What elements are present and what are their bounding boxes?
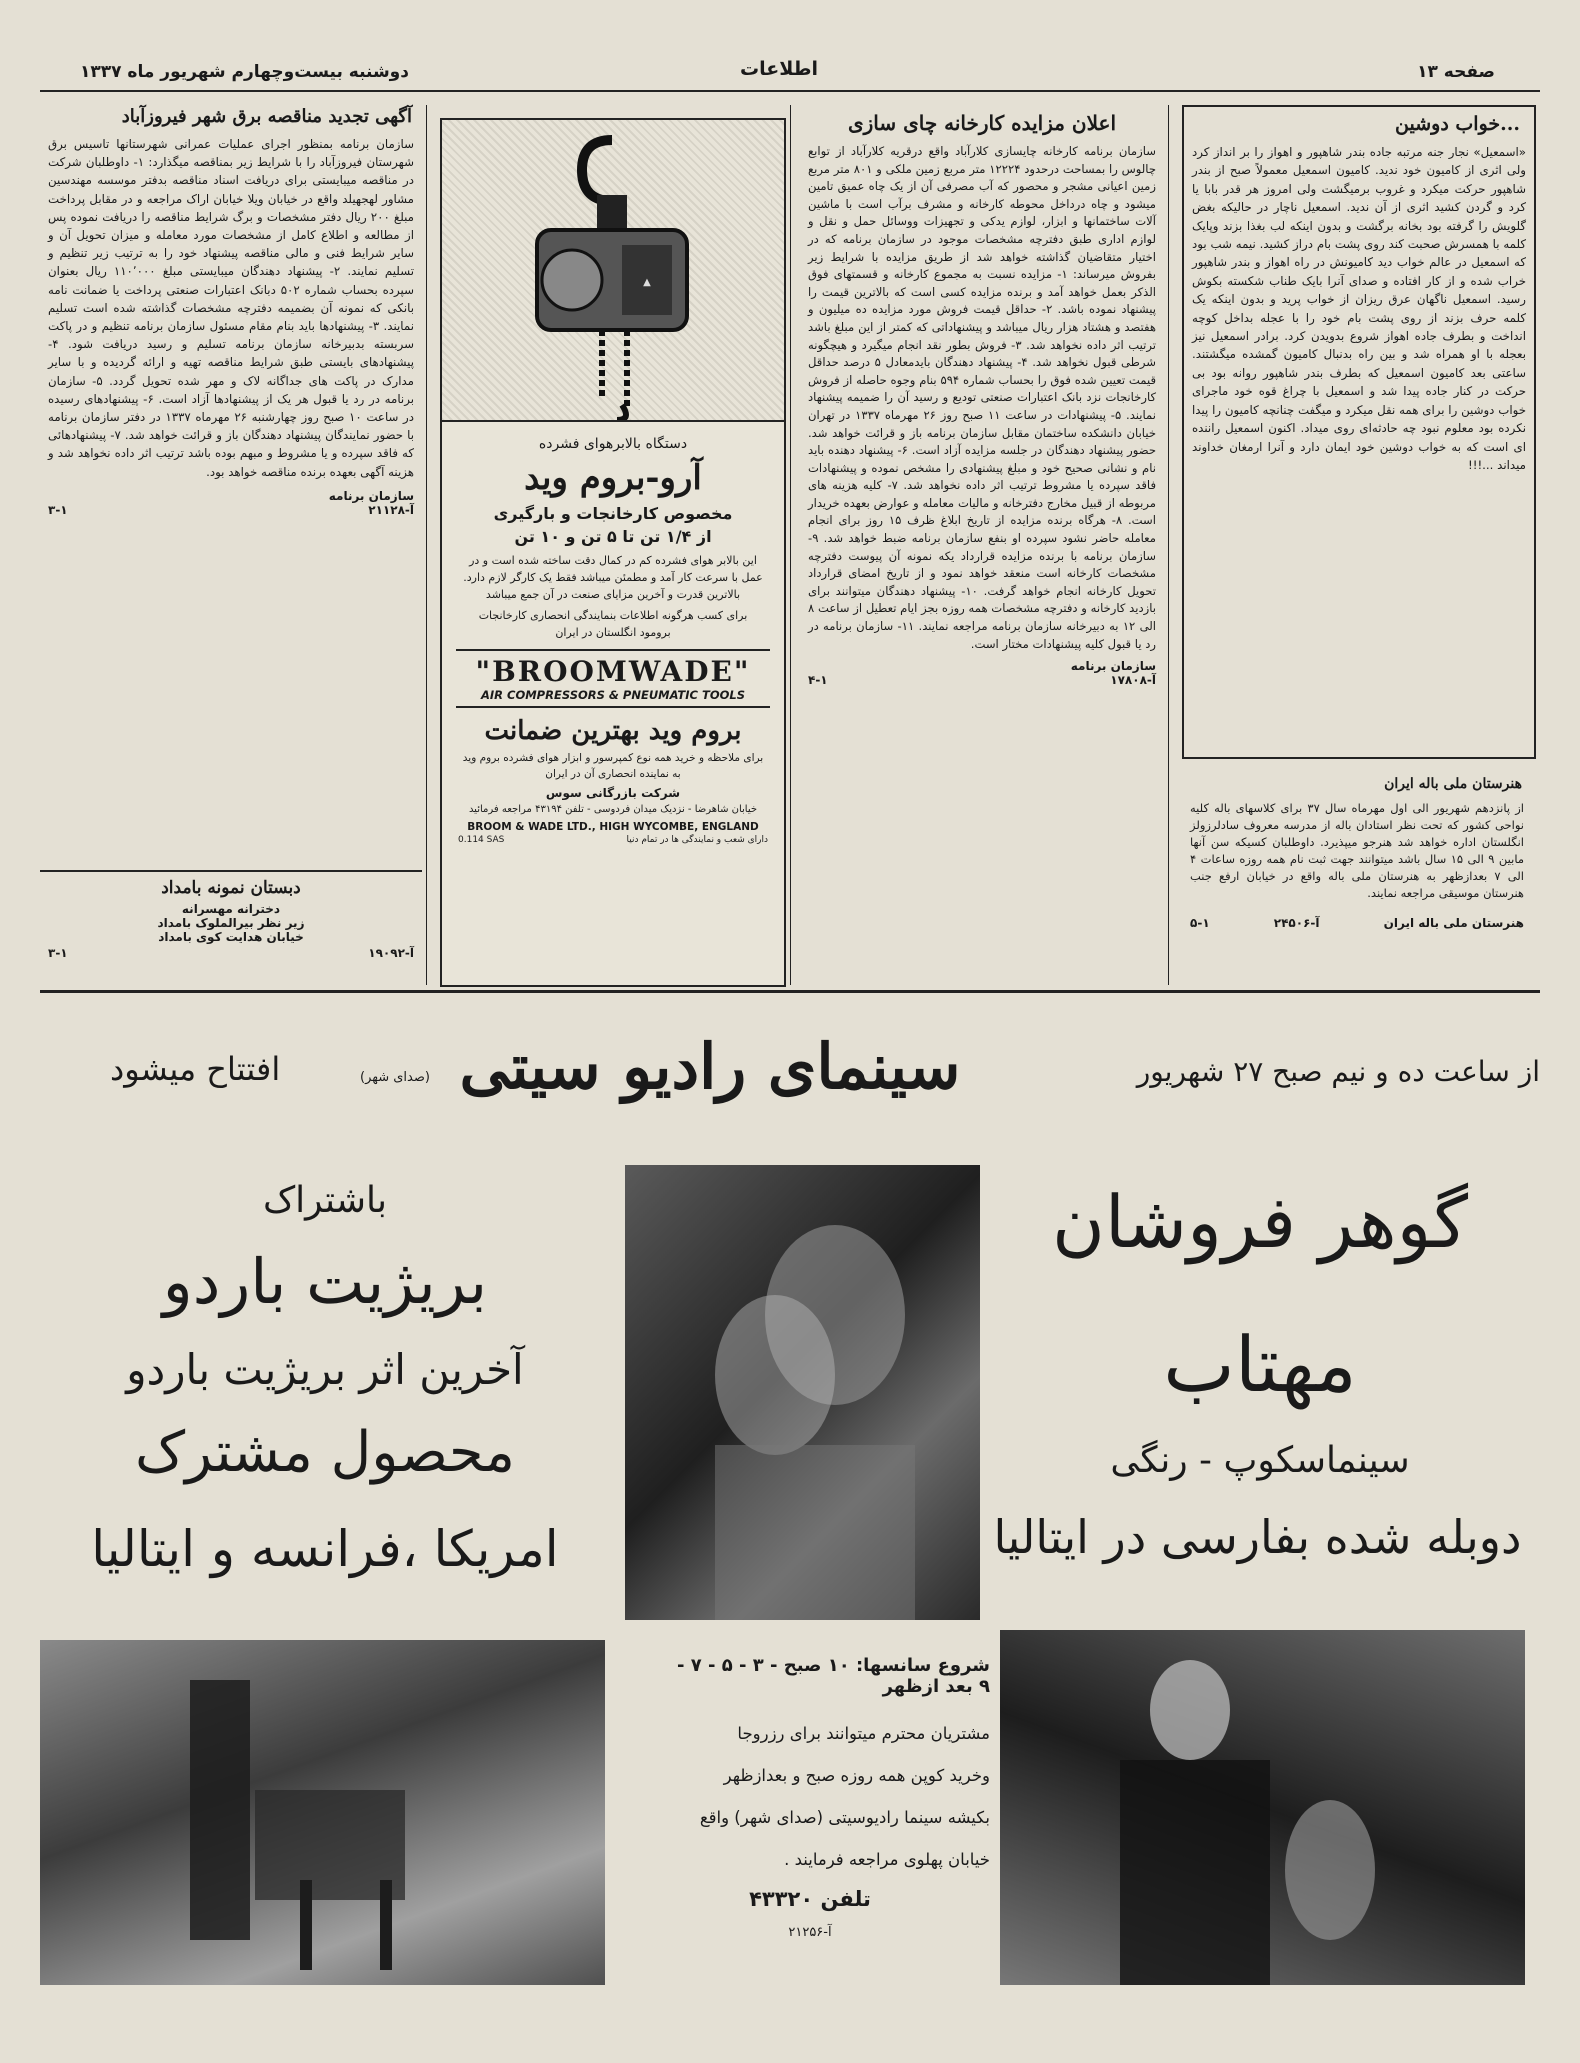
svg-text:▲: ▲ xyxy=(643,277,651,288)
ad-brand-en: "BROOMWADE" xyxy=(475,655,751,688)
school-line-3: خیابان هدایت کوی بامداد xyxy=(158,930,304,944)
tender-signature: سازمان برنامه xyxy=(328,488,414,503)
column-rule xyxy=(1168,105,1169,985)
dream-text: «اسمعیل» نجار جنه مرتبه جاده بندر شاهپور و اهواز را بر انداز کرد ولی اثری از کامیون خود ندید. کامیون اسمعیل معمولاً صبح از بندر شاهپور حرکت میکرد و غروب برمیگشت ولی امروز هر قدر بابا یا کرد و گردن کشید اثری از آن ندید. اسمعیل ناچار در حالیکه بغض گلویش را گرفته بود بخانه برگشت و بدون اینکه لب بغذا بزند وپایک کلمه با همسرش صحبت کند روی پشت بام دراز کشید. نیمه شب بود که اسمعیل در عالم خواب دید کامیونش در راه اهواز و بندر شاهپور خراب شده و از کار افتاده و صدای آنرا بایک طناب شکسته بکوش رسید. اسمعیل ناگهان عرق ریزان از خواب پرید و بدون اینکه یک کلمه حرف بزند از روی پشت بام خود را با عجله بداخل کوچه انداخت و بطرف جاده اهواز شروع بدویدن کرد. برادر اسمعیل نیز بعجله با او همراه شد و بین راه بدنبال کامیون گمشده میگشتند. ساعتی بعد کامیون اسمعیل که بطرف بندر شاهپور روانه بود بی حرکت در کنار جاده پیدا شد و اسمعیل با چراغ قوه خود ماجرای خواب دوشین را برای همه نقل میکرد و میگفت چنانچه کامیون را پیدا نکرده بود معلوم نبود چه حادثه‌ای روی میداد. اکنون اسمعیل راننده ای است که به خواب دوشین خود ایمان دارد و آنرا ارمغان خداوند میداند ...!!! xyxy=(1192,145,1526,472)
ad-note: برای ملاحظه و خرید همه نوع کمپرسور و ابزار هوای فشرده بروم وید به نماینده انحصاری آن در ایران xyxy=(462,752,764,780)
film-still-horses xyxy=(40,1640,605,1985)
ad-brand-banner xyxy=(456,649,770,708)
school-notice xyxy=(40,876,422,981)
film-with: باشتراک xyxy=(262,1180,388,1221)
conservatory-text: از پانزدهم شهریور الی اول مهرماه سال ۳۷ برای کلاسهای باله کلیه نواحی کشور که تحت نظر استادان باله از مدرسه معروف سادلرزولز انگلستان اداره خواهد شد هنرجو میپذیرد. داوطلبان کسیکه سن آنها مابین ۹ الی ۱۵ سال باشد میتوانند جهت ثبت نام همه روزه ساعات ۴ الی ۷ بعدازظهر به هنرستان ملی باله واقع در خیابان ارفع جنب هنرستان موسیقی مراجعه نمایند. xyxy=(1190,801,1524,900)
tea-auction-notice xyxy=(800,105,1164,985)
film-format: سینماسکوپ - رنگی xyxy=(1110,1440,1410,1481)
tender-rule xyxy=(40,870,422,872)
page-number: صفحه ۱۳ xyxy=(1417,62,1495,82)
cinema-phone: تلفن ۴۳۳۲۰ xyxy=(749,1887,871,1911)
film-title: گوهر فروشان xyxy=(1051,1180,1469,1264)
ad-en-subtitle: AIR COMPRESSORS & PNEUMATIC TOOLS xyxy=(480,688,745,702)
school-number: آ-۱۹۰۹۲ xyxy=(368,946,414,960)
film-star: بریژیت باردو xyxy=(162,1245,488,1318)
showtimes: شروع سانسها: ۱۰ صبح - ۳ - ۵ - ۷ - xyxy=(676,1655,990,1676)
tender-number: آ-۲۱۱۲۸ xyxy=(368,502,414,517)
hoist-illustration xyxy=(442,120,784,422)
ad-address: خیابان شاهرضا - نزدیک میدان فردوسی - تلفن ۴۳۱۹۴ مراجعه فرمائید xyxy=(468,804,758,815)
conservatory-number: آ-۲۴۵۰۶ xyxy=(1273,916,1320,930)
film-still-couple xyxy=(625,1165,980,1620)
column-rule xyxy=(426,105,427,985)
film-still-man xyxy=(1000,1630,1525,1985)
hoist-icon xyxy=(442,120,780,420)
tender-notice xyxy=(40,100,422,870)
section-rule xyxy=(40,990,1540,993)
cinema-name: سینمای رادیو سیتی xyxy=(459,1030,961,1103)
tender-text: سازمان برنامه بمنظور اجرای عملیات عمرانی شهرستانها تاسیس برق شهرستان فیروزآباد را با شرایط زیر بمناقصه میگذارد: ۱- داوطلبان شرکت در مناقصه میبایستی برای دریافت اسناد مناقصه بدفتر موسسه مهندسین مشاور لهجهیلد واقع در خیابان ویلا خیابان اراک مراجعه و در مقابل پرداخت مبلغ ۲۰۰ ریال دفتر مشخصات و برگ شرایط مناقصه را دریافت نموده پس از مطالعه و اطلاع کامل از مشخصات مورد معامله و میزان تحویل آن و سایر شرایط فنی و مالی مناقصه پیشنهاد خود را به ترتیب زیر تنظیم و تسلیم نمایند. ۲- پیشنهاد دهندگان میبایستی مبلغ ۱۱۰٬۰۰۰ ریال بعنوان سپرده بحساب شماره ۵۰۲ دبانک اعتبارات صنعتی پرداخت یا ضمانت نامه بانکی که نمونه آن بضمیمه دفترچه مشخصات گذاشته شده است تسلیم نمایند. ۳- پیشنهادها باید بنام مقام مسئول سازمان برنامه تنظیم و در پاکت سربسته بدبیرخانه سازمان برنامه تسلیم و رسید دریافت شود. ۴- پیشنهادهای بایستی طبق شرایط مناقصه تهیه و ارائه گردیده و با سایر مدارک در پاکت های جداگانه لاک و مهر شده تحویل گردد. ۵- سازمان برنامه در رد یا قبول هر یک از پیشنهادها آزاد است. ۶- پیشنهادهای رسیده در ساعت ۱۰ صبح روز چهارشنبه ۲۶ مهرماه ۱۳۳۷ در دفتر سازمان برنامه با حضور نمایندگان پیشنهاد دهندگان باز و قرائت خواهد شد. ۷- پیشنهادهائی که فاقد سپرده و یا مشروط و مبهم بوده باشد ترتیب اثر داده نخواهد شد و هزینه آگهی بعهده برنده مناقصه خواهد بود. xyxy=(48,137,415,479)
showtimes-block xyxy=(630,1655,990,1940)
cinema-info-2: وخرید کوپن همه روزه صبح و بعدازظهر xyxy=(723,1766,990,1785)
conservatory-code: ۵-۱ xyxy=(1190,916,1210,930)
issue-date: دوشنبه بیست‌وچهارم شهریور ماه ۱۳۳۷ xyxy=(80,62,409,82)
film-countries: امریکا ،فرانسه و ایتالیا xyxy=(91,1520,559,1578)
ad-description-2: برای کسب هرگونه اطلاعات بنمایندگی انحصاری کارخانجات برومود انگلستان در ایران xyxy=(478,609,748,639)
showtimes-2: ۹ بعد ازظهر xyxy=(882,1676,990,1697)
ad-brand-fa-2: بروم وید بهترین ضمانت xyxy=(484,716,742,746)
ad-company: شرکت بازرگانی سوس xyxy=(545,786,681,800)
conservatory-notice xyxy=(1182,770,1532,980)
cinema-tag: (صدای شهر) xyxy=(360,1070,430,1085)
dream-story-box xyxy=(1182,105,1536,759)
school-line-1: دخترانه مهسرانه xyxy=(181,902,281,916)
cinema-info-4: خیابان پهلوی مراجعه فرمایند . xyxy=(784,1850,990,1869)
tender-title: آگهی تجدید مناقصه برق شهر فیروزآباد xyxy=(121,106,412,127)
cinema-opens: افتتاح میشود xyxy=(110,1050,281,1088)
film-subtitle: مهتاب xyxy=(1163,1320,1357,1409)
ad-tagline: دستگاه بالابرهوای فشرده xyxy=(538,436,688,452)
school-title: دبستان نمونه بامداد xyxy=(161,878,301,898)
header-rule xyxy=(40,90,1540,92)
film-coprod: محصول مشترک xyxy=(135,1420,515,1485)
film-dubbed: دوبله شده بفارسی در ایتالیا xyxy=(993,1510,1522,1564)
ad-spec: از ۱/۴ تن تا ۵ تن و ۱۰ تن xyxy=(514,527,712,546)
ad-code: 0.114 SAS xyxy=(458,835,505,845)
ad-subtitle: مخصوص کارخانجات و بارگیری xyxy=(493,504,733,523)
broomwade-ad xyxy=(440,118,786,987)
ad-footer-fa: دارای شعب و نمایندگی ها در تمام دنیا xyxy=(626,835,768,845)
column-rule xyxy=(790,105,791,985)
cinema-info-3: بکیشه سینما رادیوسیتی (صدای شهر) واقع xyxy=(699,1808,990,1827)
tea-auction-code: ۴-۱ xyxy=(808,673,828,688)
ad-description: این بالابر هوای فشرده کم در کمال دقت ساخته شده است و در عمل با سرعت کار آمد و مطمئن میباشد فقط یک کارگر لازم دارد. بالاترین قدرت و آخرین مزایای صنعت در آن جمع میباشد xyxy=(463,554,763,601)
tender-code: ۳-۱ xyxy=(48,502,68,517)
school-line-2: زیر نظر بیرالملوک بامداد xyxy=(157,916,305,930)
ad-brand-fa: آرو-بروم وید xyxy=(524,458,702,498)
dream-title: خواب دوشین... xyxy=(1395,113,1520,135)
conservatory-title: هنرستان ملی باله ایران xyxy=(1384,776,1522,792)
tea-auction-text: سازمان برنامه کارخانه چایسازی کلارآباد واقع درقریه کلارآباد از توابع چالوس را بمساحت درحدود ۱۲۲۲۴ متر مربع زمین ملکی و ۸۰۱ متر مربع زمین اعیانی مشجر و محصور که آب مصرفی آن از یک چاه عمیق تامین میشود و چاه درداخل محوطه کارخانه و مشرف برآب است با ماشین آلات ساختمانها و ابزار، لوازم یدکی و تجهیزات ووسائل حمل و نقل و لوازم اداری طبق دفترچه مشخصات موجود در سازمان برنامه که در اختیار متقاضیان گذاشته خواهد شد از طریق مزایده با شرایط زیر بفروش میرساند: ۱- مزایده نسبت به مجموع کارخانه و قسمتهای فوق الذکر بعمل خواهد آمد و برنده مزایده کسی است که بالاترین قیمت را پیشنهاد نموده باشد. ۲- حداقل قیمت فروش مورد مزایده ده میلیون و هفتصد و هشتاد هزار ریال میباشد و پیشنهاداتی که کمتر از این مبلغ باشد ترتیب اثر داده نخواهد شد. ۳- فروش بطور نقد انجام میگیرد و هیچگونه شرطی قبول نخواهد شد. ۴- پیشنهاد دهندگان بایدمعادل ۵ درصد حداقل قیمت تعیین شده فوق را بحساب شماره ۵۹۴ بنام وجوه حاصله از فروش کارخانجات نزد بانک اعتبارات صنعتی تودیع و رسید آن را ضمیمه پیشنهاد نمایند. ۵- پیشنهادات در ساعت ۱۱ صبح روز ۲۶ مهرماه ۱۳۳۷ در تهران خیابان دانشکده ساختمان مقابل سازمان برنامه باز و قرائت خواهد شد. حضور پیشنهاد دهندگان در جلسه مزایده آزاد است. ۶- پیشنهاد دهنده باید نام و نشانی صحیح خود و مبلغ پیشنهادی را مشخص نموده و پیشنهادات فاقد سپرده یا مشروط ترتیب اثر داده نخواهد شد. ۷- کلیه هزینه های مربوطه از قبیل مخارج دفترخانه و مالیات معامله و عوارض بعهده خریدار است. ۸- هرگاه برنده مزایده از تاریخ ابلاغ ظرف ۱۵ روز برای انجام معامله حاضر نشود سپرده او بنفع سازمان برنامه ضبط خواهد شد. ۹- سازمان برنامه با برنده مزایده قرارداد یکه نمونه آن پیوست دفترچه مشخصات کارخانه است منعقد خواهد نمود و از تاریخ امضای قرارداد تحویل کارخانه انجام خواهد گرفت. ۱۰- پیشنهاد دهندگان میتوانند برای بازدید کارخانه و دفترچه مشخصات همه روزه بجز ایام تعطیل از ساعت ۸ الی ۱۲ به دبیرخانه سازمان برنامه مراجعه نمایند. ۱۱- سازمان برنامه در رد یا قبول کلیه پیشنهادات مختار است. xyxy=(808,144,1157,651)
film-latest: آخرین اثر بریژیت باردو xyxy=(126,1345,524,1394)
tea-auction-title: اعلان مزایده کارخانه چای سازی xyxy=(847,111,1117,135)
cinema-lead: از ساعت ده و نیم صبح ۲۷ شهریور xyxy=(1136,1055,1540,1088)
cinema-info-1: مشتریان محترم میتوانند برای رزروجا xyxy=(737,1724,990,1743)
tea-auction-signature: سازمان برنامه xyxy=(1070,659,1156,674)
ad-footer-en: BROOM & WADE LTD., HIGH WYCOMBE, ENGLAND xyxy=(467,821,759,833)
conservatory-signature: هنرستان ملی باله ایران xyxy=(1383,916,1524,930)
cinema-number: آ-۲۱۲۵۶ xyxy=(788,1925,832,1940)
school-code: ۳-۱ xyxy=(48,946,68,960)
paper-name: اطلاعات xyxy=(740,58,819,80)
tea-auction-number: آ-۱۷۸۰۸ xyxy=(1110,673,1156,688)
